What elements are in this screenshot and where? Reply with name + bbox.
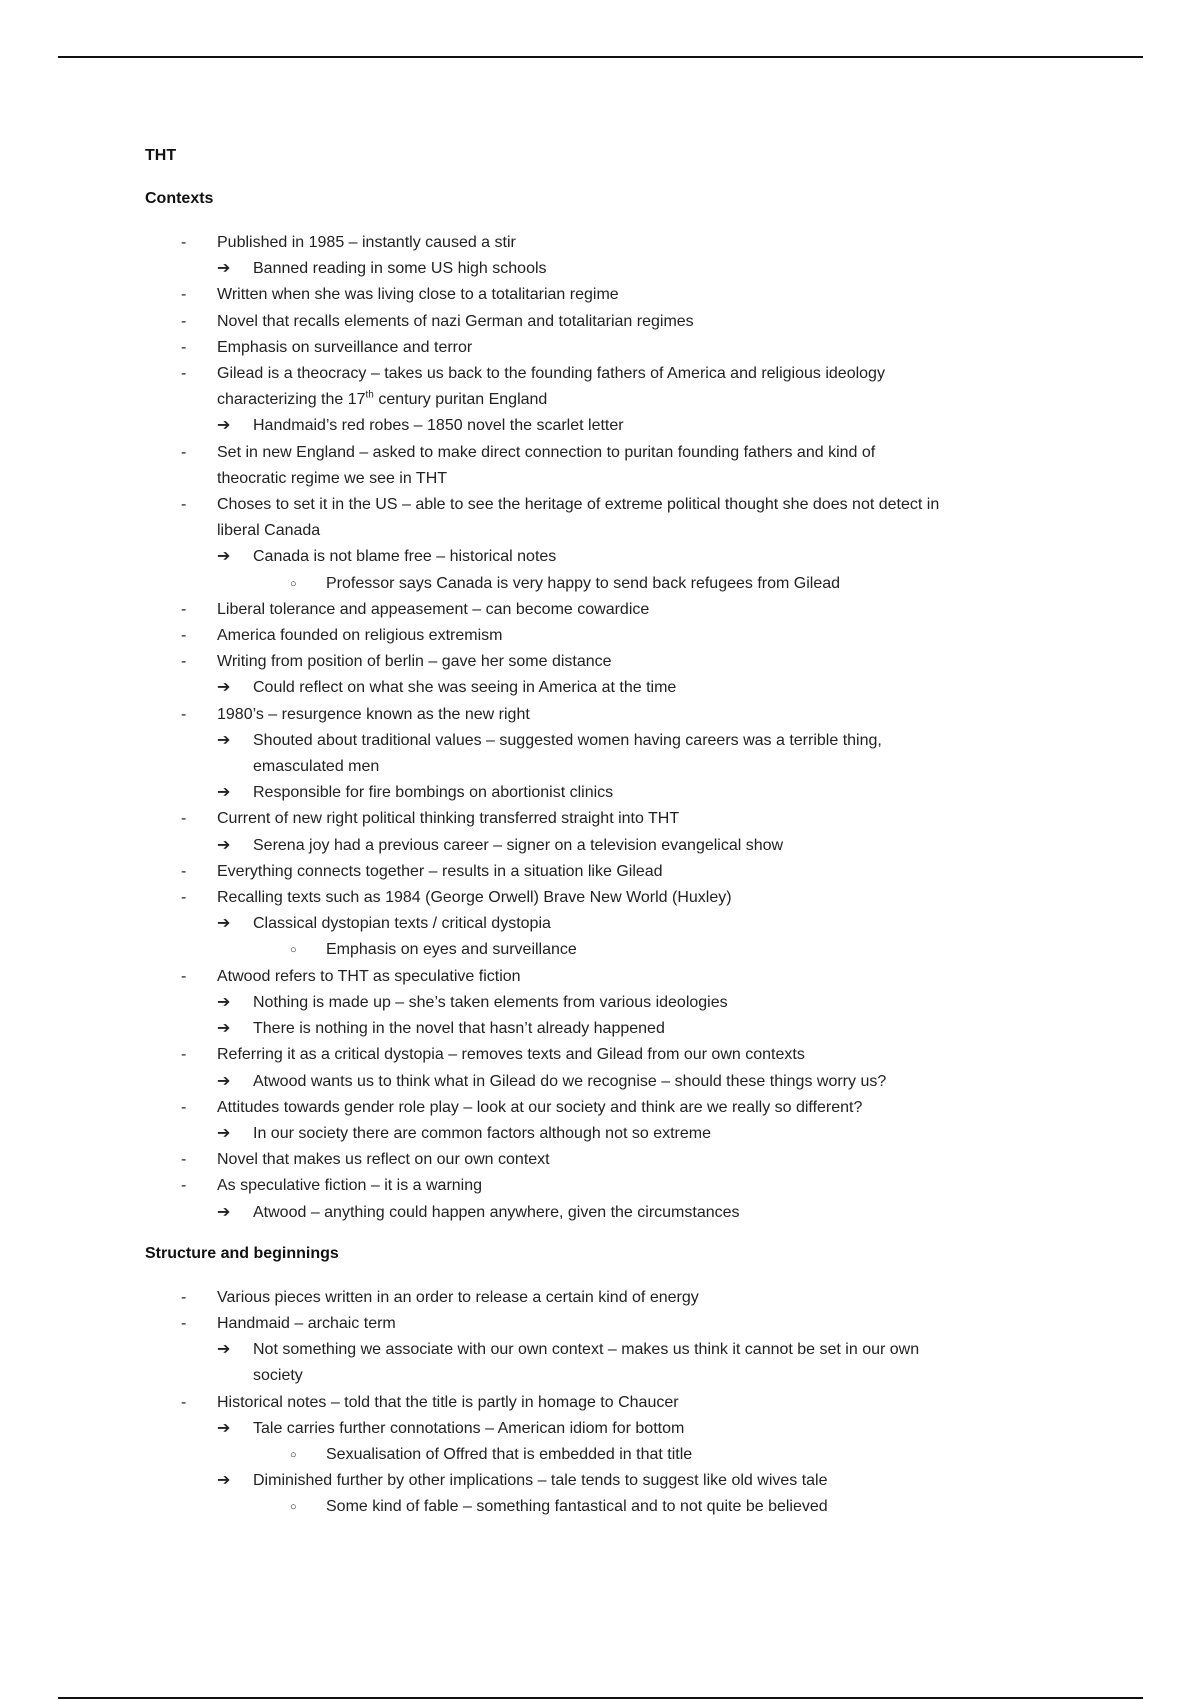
list-item [145,597,1105,623]
item-text-main: Could reflect on what she was seeing in America at the time [253,679,677,697]
list-item [145,1147,1105,1173]
dash-bullet: - [181,810,187,828]
item-text-main: Novel that makes us reflect on our own context [217,1151,550,1169]
list-item [145,806,1105,832]
item-text-main: characterizing the 17 [217,391,366,409]
sections [145,189,1105,1521]
item-text-main: Gilead is a theocracy – takes us back to the founding fathers of America and religious ideology [217,365,885,383]
item-text [217,649,1105,675]
item-text [253,754,1105,780]
list-item [145,571,1105,597]
arrow-icon: ➔ [217,1419,231,1437]
item-text [253,1016,1105,1042]
list-item [145,256,1105,282]
dash-bullet: - [181,1393,187,1411]
item-text [326,1494,1105,1520]
arrow-icon: ➔ [217,915,231,933]
item-text [217,885,1105,911]
item-text-main: Sexualisation of Offred that is embedded in that title [326,1445,693,1463]
item-text-main: Not something we associate with our own context – makes us think it cannot be set in our own [253,1341,920,1359]
bullet-list [145,230,1105,1226]
item-text-main: Classical dystopian texts / critical dystopia [253,915,551,933]
item-text [217,1147,1105,1173]
item-text [253,728,1105,754]
arrow-icon: ➔ [217,1203,231,1221]
item-text [217,518,1105,544]
list-item [145,1442,1105,1468]
item-text-main: Liberal tolerance and appeasement – can become cowardice [217,600,650,618]
item-text-main: Diminished further by other implications – tale tends to suggest like old wives tale [253,1472,828,1490]
item-text [217,806,1105,832]
arrow-icon: ➔ [217,548,231,566]
list-item [145,754,1105,780]
item-text [253,1069,1105,1095]
arrow-icon: ➔ [217,260,231,278]
item-text-main: Emphasis on surveillance and terror [217,338,473,356]
list-item [145,675,1105,701]
item-text-main: Novel that recalls elements of nazi German and totalitarian regimes [217,312,694,330]
dash-bullet: - [181,443,187,461]
list-item [145,1416,1105,1442]
dash-bullet: - [181,967,187,985]
list-item [145,1311,1105,1337]
item-text-main: Atwood wants us to think what in Gilead do we recognise – should these things worry us? [253,1072,887,1090]
item-text [253,911,1105,937]
list-item [145,990,1105,1016]
item-text-main: Set in new England – asked to make direct connection to puritan founding fathers and kind of [217,443,876,461]
item-text [217,1285,1105,1311]
list-item [145,859,1105,885]
dash-bullet: - [181,496,187,514]
dash-bullet: - [181,1288,187,1306]
list-item [145,230,1105,256]
item-text-main: Professor says Canada is very happy to send back refugees from Gilead [326,574,841,592]
item-text [217,492,1105,518]
item-text [326,571,1105,597]
item-text [217,230,1105,256]
item-text-main: Recalling texts such as 1984 (George Orwell) Brave New World (Huxley) [217,889,732,907]
list-item [145,911,1105,937]
bullet-indent [217,754,253,780]
item-text [217,597,1105,623]
item-text [217,387,1105,413]
item-text [253,1468,1105,1494]
item-text [253,413,1105,439]
dash-bullet: - [181,365,187,383]
item-text [253,1337,1105,1363]
document-body [145,146,1105,1539]
item-text [217,1173,1105,1199]
item-text [326,1442,1105,1468]
list-item [145,728,1105,754]
superscript: th [365,389,374,401]
item-text-main: Nothing is made up – she’s taken elements from various ideologies [253,993,728,1011]
item-text-main: Referring it as a critical dystopia – removes texts and Gilead from our own contexts [217,1046,805,1064]
list-item [145,1468,1105,1494]
circle-bullet-icon: ○ [290,1501,297,1514]
dash-bullet: - [181,1177,187,1195]
list-item [145,1285,1105,1311]
dash-bullet: - [181,627,187,645]
list-item [145,780,1105,806]
item-text-main: There is nothing in the novel that hasn’t already happened [253,1020,665,1038]
list-item [145,518,1105,544]
item-text [217,335,1105,361]
footer-rule [58,1697,1143,1699]
item-text-main: America founded on religious extremism [217,627,503,645]
item-text [217,702,1105,728]
list-item [145,361,1105,387]
item-text-main: Writing from position of berlin – gave her some distance [217,653,612,671]
item-text [217,309,1105,335]
dash-bullet: - [181,862,187,880]
item-text [217,623,1105,649]
item-text [253,780,1105,806]
item-text [253,833,1105,859]
arrow-icon: ➔ [217,679,231,697]
item-text-main: Written when she was living close to a totalitarian regime [217,286,619,304]
arrow-icon: ➔ [217,1072,231,1090]
item-text-main: Historical notes – told that the title is partly in homage to Chaucer [217,1393,679,1411]
dash-bullet: - [181,338,187,356]
item-text [253,1121,1105,1147]
item-text-main: Tale carries further connotations – American idiom for bottom [253,1419,685,1437]
arrow-icon: ➔ [217,1124,231,1142]
item-text [253,544,1105,570]
item-text-main: Atwood refers to THT as speculative fiction [217,967,521,985]
dash-bullet: - [181,234,187,251]
header-rule [58,56,1143,58]
list-item [145,964,1105,990]
list-item [145,1016,1105,1042]
item-text-main: Emphasis on eyes and surveillance [326,941,577,959]
list-item [145,466,1105,492]
list-item [145,1042,1105,1068]
item-text-tail: century puritan England [373,391,548,409]
arrow-icon: ➔ [217,993,231,1011]
list-item [145,282,1105,308]
list-item [145,623,1105,649]
circle-bullet-icon: ○ [290,577,297,590]
list-item [145,309,1105,335]
arrow-icon: ➔ [217,836,231,854]
dash-bullet: - [181,1151,187,1169]
item-text [253,1416,1105,1442]
item-text [253,1200,1105,1226]
section-heading: Contexts [145,190,214,207]
list-item [145,387,1105,413]
bullet-indent [181,387,217,413]
list-item [145,1069,1105,1095]
dash-bullet: - [181,1314,187,1332]
arrow-icon: ➔ [217,417,231,435]
item-text-main: Everything connects together – results in a situation like Gilead [217,862,663,880]
item-text [253,256,1105,282]
item-text-main: Various pieces written in an order to release a certain kind of energy [217,1288,699,1306]
list-item [145,702,1105,728]
item-text-main: Canada is not blame free – historical notes [253,548,557,566]
item-text-main: 1980’s – resurgence known as the new right [217,705,530,723]
list-item [145,440,1105,466]
item-text-main: Attitudes towards gender role play – look at our society and think are we really so different? [217,1098,863,1116]
list-item [145,1494,1105,1520]
list-item [145,1173,1105,1199]
item-text [217,1095,1105,1121]
list-item [145,833,1105,859]
list-item [145,413,1105,439]
dash-bullet: - [181,312,187,330]
item-text [217,466,1105,492]
bullet-indent [217,1363,253,1389]
item-text [217,1042,1105,1068]
dash-bullet: - [181,286,187,304]
item-text-main: Atwood – anything could happen anywhere, given the circumstances [253,1203,740,1221]
item-text [217,440,1105,466]
item-text [326,937,1105,963]
arrow-icon: ➔ [217,1341,231,1359]
bullet-indent [181,518,217,544]
arrow-icon: ➔ [217,784,231,802]
list-item [145,1363,1105,1389]
item-text-main: Handmaid – archaic term [217,1314,396,1332]
item-text-main: Banned reading in some US high schools [253,260,547,278]
list-item [145,1390,1105,1416]
list-item [145,492,1105,518]
item-text [217,361,1105,387]
list-item [145,335,1105,361]
item-text-main: Choses to set it in the US – able to see the heritage of extreme political thought she does not detect in [217,496,940,514]
item-text [253,990,1105,1016]
item-text-main: society [253,1367,303,1385]
item-text [253,675,1105,701]
dash-bullet: - [181,600,187,618]
bullet-list [145,1285,1105,1521]
item-text [217,282,1105,308]
list-item [145,1337,1105,1363]
item-text-main: In our society there are common factors although not so extreme [253,1124,712,1142]
arrow-icon: ➔ [217,1020,231,1038]
item-text-main: Published in 1985 – instantly caused a stir [217,234,516,251]
list-item [145,544,1105,570]
arrow-icon: ➔ [217,1472,231,1490]
dash-bullet: - [181,705,187,723]
item-text-main: Some kind of fable – something fantastical and to not quite be believed [326,1498,828,1516]
bullet-indent [181,466,217,492]
item-text [253,1363,1105,1389]
dash-bullet: - [181,653,187,671]
item-text-main: liberal Canada [217,522,321,540]
item-text [217,1390,1105,1416]
item-text [217,964,1105,990]
circle-bullet-icon: ○ [290,1448,297,1461]
item-text-main: Responsible for fire bombings on abortionist clinics [253,784,614,802]
item-text-main: Serena joy had a previous career – signer on a television evangelical show [253,836,784,854]
item-text-main: theocratic regime we see in THT [217,469,448,487]
dash-bullet: - [181,1098,187,1116]
dash-bullet: - [181,889,187,907]
list-item [145,649,1105,675]
document-title: THT [145,147,177,164]
item-text-main: Current of new right political thinking transferred straight into THT [217,810,680,828]
circle-bullet-icon: ○ [290,944,297,957]
list-item [145,1200,1105,1226]
list-item [145,1095,1105,1121]
list-item [145,1121,1105,1147]
item-text-main: As speculative fiction – it is a warning [217,1177,483,1195]
section-heading: Structure and beginnings [145,1244,339,1262]
list-item [145,937,1105,963]
list-item [145,885,1105,911]
item-text-main: Handmaid’s red robes – 1850 novel the scarlet letter [253,417,624,435]
item-text [217,1311,1105,1337]
arrow-icon: ➔ [217,731,231,749]
item-text [217,859,1105,885]
dash-bullet: - [181,1046,187,1064]
item-text-main: Shouted about traditional values – suggested women having careers was a terrible thing, [253,731,882,749]
item-text-main: emasculated men [253,758,380,776]
